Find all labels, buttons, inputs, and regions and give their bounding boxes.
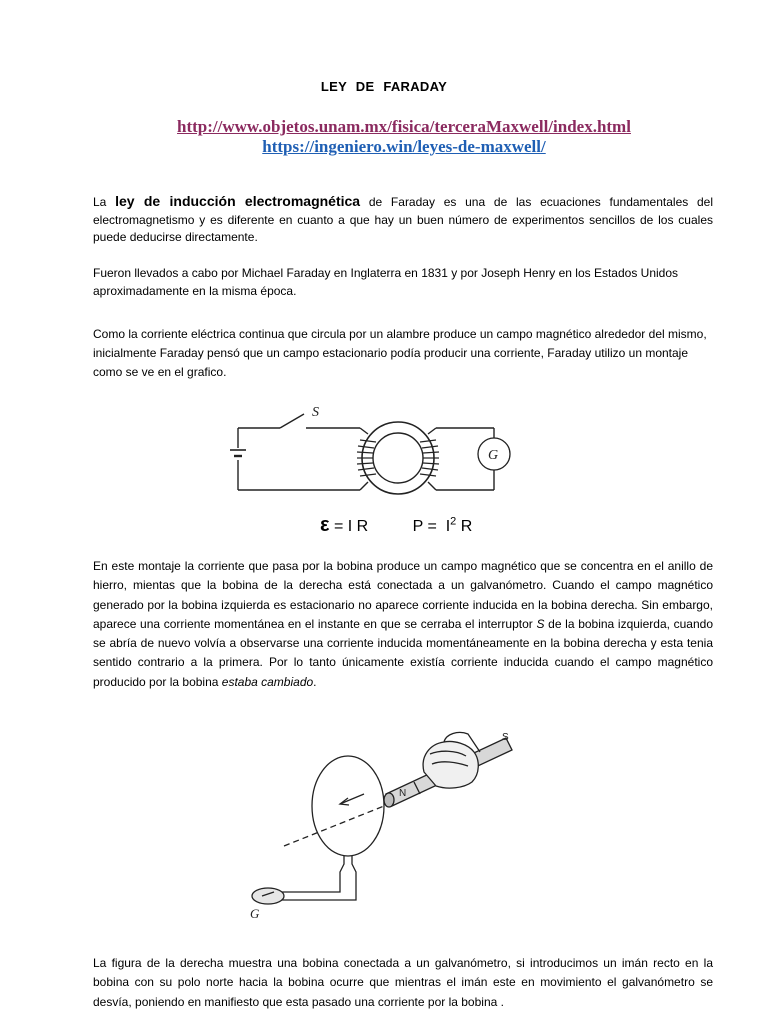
switch-label: S: [312, 405, 319, 420]
paragraph-history: Fueron llevados a cabo por Michael Faraday en Inglaterra en 1831 y por Joseph Henry en los Estados Unidos aproximadamente en la misma época.: [93, 266, 679, 298]
paragraph-explanation: [93, 557, 713, 692]
paragraph-intro-pre: La: [93, 195, 116, 209]
formula-power: P = I: [412, 518, 451, 535]
magnet-south-label: S: [502, 732, 509, 743]
galvanometer-label: G: [250, 906, 260, 921]
formula-gap: [368, 518, 412, 535]
paragraph-setup: Como la corriente eléctrica continua que circula por un alambre produce un campo magnético alrededor del mismo, inicialmente Faraday pensó que un campo estacionario podía producir una corriente, Faraday utilizo un montaje como se ve en el grafico.: [93, 327, 707, 379]
paragraph-intro-bold: ley de inducción electromagnética: [115, 193, 361, 209]
formula-line: [320, 514, 472, 537]
hand-drawing: [423, 741, 478, 788]
epsilon-symbol: ε: [320, 514, 330, 536]
motion-arrow: [340, 794, 364, 804]
paragraph-explanation-b: de la bobina izquierda, cuando se abría de nuevo volvía a observarse una corriente inducida momentáneamente en la bobina derecha y esta tenia sentido contrario a la primera. Por lo tanto únicamente existía corriente inducida cuando el campo magnético producido por la bobina: [93, 616, 713, 689]
paragraph-magnet: La figura de la derecha muestra una bobina conectada a un galvanómetro, si introducimos un imán recto en la bobina con su polo norte hacia la bobina ocurre que mientras el imán este en movimiento el galvanómetro se desvía, poniendo en manifiesto que esta pasado una corriente por la bobina .: [93, 956, 713, 1009]
coil-loop: [312, 756, 384, 856]
formula-power-end: R: [456, 518, 473, 535]
link-ingeniero[interactable]: https://ingeniero.win/leyes-de-maxwell/: [262, 137, 546, 156]
paragraph-explanation-end: .: [313, 674, 317, 689]
magnet-north-label: N: [399, 788, 407, 799]
galvanometer-icon: [252, 888, 284, 904]
page-title: LEY DE FARADAY: [320, 79, 448, 94]
formula-exponent: 2: [450, 515, 457, 528]
formula-emf: = I R: [329, 518, 369, 535]
switch-variable: S: [536, 616, 545, 631]
faraday-ring-diagram: [230, 398, 520, 498]
galvanometer-label: G: [488, 448, 499, 463]
paragraph-explanation-a: En este montaje la corriente que pasa por la bobina produce un campo magnético que se concentra en el anillo de hierro, mientas que la bobina de la derecha está conectada a un galvanómetro. Cuando el campo magnético generado por la bobina izquierda es estacionario no aparece corriente inducida en la bobina derecha. Sin embargo, aparece una corriente momentánea en el instante en que se cerraba el interruptor: [93, 559, 713, 631]
paragraph-intro-post: de Faraday es una de las ecuaciones fundamentales del electromagnetismo y es diferente en cuanto a que hay un buen número de experimentos sencillos de los cuales puede deducirse directamente.: [93, 195, 714, 244]
paragraph-intro: [93, 193, 713, 247]
paragraph-explanation-italic: estaba cambiado: [221, 674, 314, 689]
switch-blade: [280, 414, 304, 428]
magnet-coil-diagram: [244, 722, 524, 922]
link-unam[interactable]: http://www.objetos.unam.mx/fisica/terceraMaxwell/index.html: [177, 117, 631, 136]
